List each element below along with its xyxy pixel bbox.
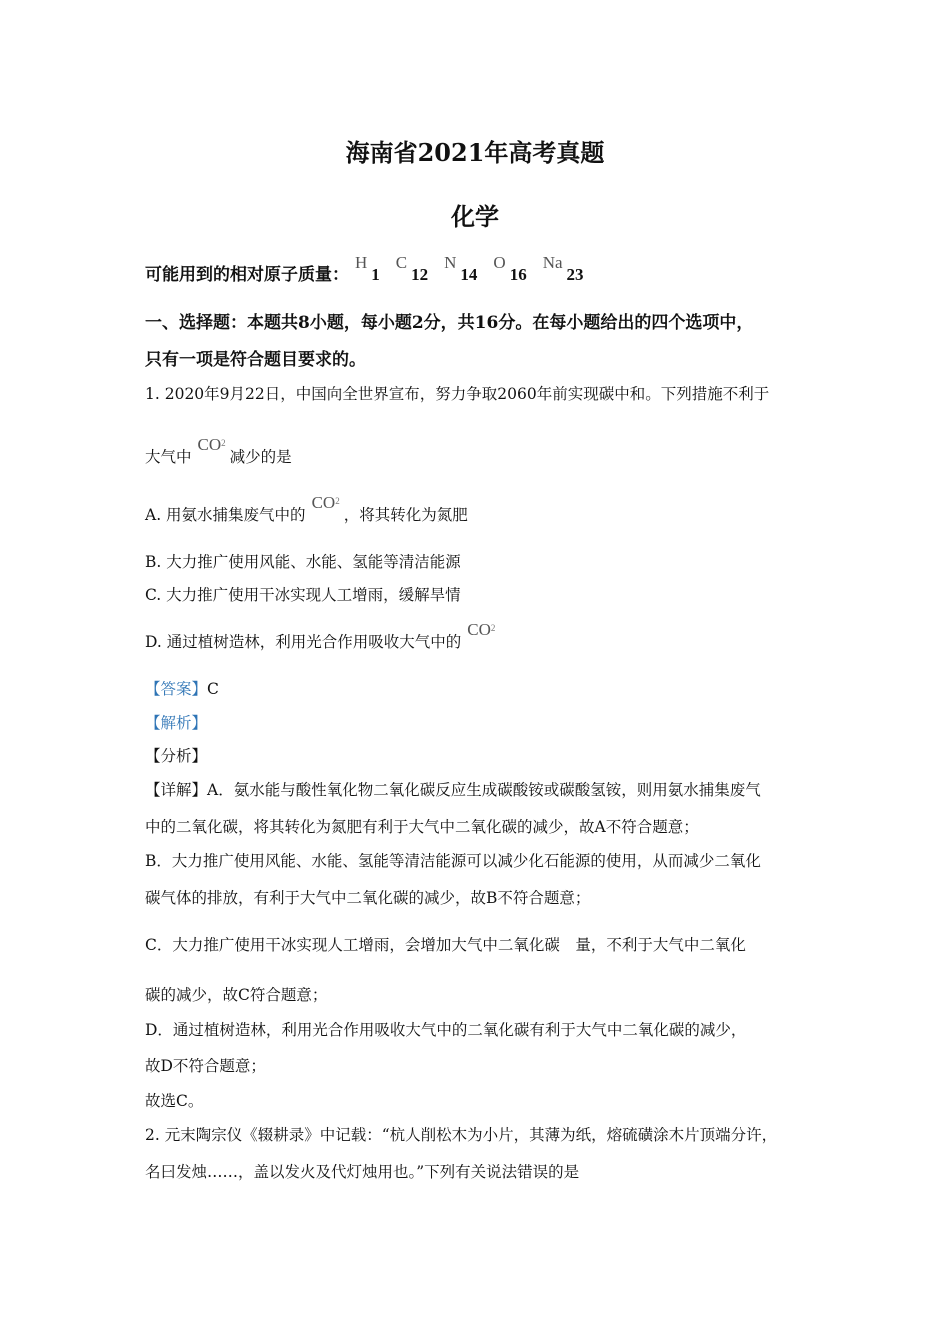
text: ，将其转化为氮肥 bbox=[343, 506, 468, 524]
co2 bbox=[467, 620, 495, 639]
detail-3: B．大力推广使用风能、水能、氢能等清洁能源可以减少化石能源的使用，从而减少二氧化 bbox=[145, 852, 761, 870]
atomic-mass: 23 bbox=[566, 265, 584, 284]
q1-option-a bbox=[145, 493, 468, 527]
atomic-masses bbox=[145, 253, 594, 285]
co: CO bbox=[197, 435, 222, 454]
co2 bbox=[312, 493, 340, 512]
atomic-mass: 14 bbox=[460, 265, 478, 284]
co2 bbox=[198, 435, 226, 454]
element-symbol: H bbox=[355, 253, 368, 272]
co: CO bbox=[467, 620, 491, 639]
q2-stem-1: 2. 元末陶宗仪《辍耕录》中记载：“杭人削松木为小片，其薄为纸，熔硫磺涂木片顶端分许， bbox=[145, 1126, 778, 1144]
text: 减少的是 bbox=[229, 448, 292, 466]
page-title: 海南省2021年高考真题 bbox=[345, 138, 605, 167]
detail-8: 故D不符合题意； bbox=[145, 1057, 266, 1075]
text: A．氨水能与酸性氧化物二氧化碳反应生成碳酸铵或碳酸氢铵，则用氨水捕集废气 bbox=[207, 781, 761, 799]
sub: 2 bbox=[221, 438, 226, 448]
section-heading-1: 一、选择题：本题共8小题，每小题2分，共16分。在每小题给出的四个选项中， bbox=[145, 313, 754, 333]
answer-value: C bbox=[207, 680, 219, 698]
answer-label: 【答案】 bbox=[145, 680, 208, 698]
jiexi-label: 【解析】 bbox=[145, 714, 208, 732]
element-symbol: O bbox=[493, 253, 506, 272]
fenxi-label: 【分析】 bbox=[145, 747, 208, 765]
detail-6: 碳的减少，故C符合题意； bbox=[145, 986, 328, 1004]
atomic-masses-label: 可能用到的相对原子质量： bbox=[145, 265, 349, 285]
text: A. 用氨水捕集废气中的 bbox=[145, 506, 306, 524]
atomic-mass: 12 bbox=[411, 265, 429, 284]
q1-stem-2 bbox=[145, 435, 292, 469]
atomic-mass: 16 bbox=[509, 265, 527, 284]
q2-stem-2: 名曰发烛……，盖以发火及代灯烛用也。”下列有关说法错误的是 bbox=[145, 1163, 580, 1181]
element-symbol: Na bbox=[542, 253, 563, 272]
subject-title: 化学 bbox=[451, 202, 499, 231]
co: CO bbox=[311, 493, 336, 512]
detail-7: D．通过植树造林，利用光合作用吸收大气中的二氧化碳有利于大气中二氧化碳的减少， bbox=[145, 1021, 747, 1039]
element-symbol: C bbox=[395, 253, 408, 272]
sub: 2 bbox=[490, 623, 496, 633]
q1-option-c: C. 大力推广使用干冰实现人工增雨，缓解旱情 bbox=[145, 586, 461, 604]
atomic-mass: 1 bbox=[371, 265, 380, 284]
section-heading-2: 只有一项是符合题目要求的。 bbox=[145, 350, 366, 370]
text: D. 通过植树造林，利用光合作用吸收大气中的 bbox=[145, 633, 462, 651]
answer bbox=[145, 679, 219, 699]
q1-option-d bbox=[145, 620, 499, 654]
detail-2: 中的二氧化碳，将其转化为氮肥有利于大气中二氧化碳的减少，故A不符合题意； bbox=[145, 818, 699, 836]
detail-1 bbox=[145, 780, 761, 800]
sub: 2 bbox=[335, 496, 340, 506]
detail-label: 【详解】 bbox=[145, 781, 208, 799]
element-symbol: N bbox=[444, 253, 457, 272]
detail-5: C．大力推广使用干冰实现人工增雨，会增加大气中二氧化碳 量，不利于大气中二氧化 bbox=[145, 936, 746, 954]
q1-option-b: B. 大力推广使用风能、水能、氢能等清洁能源 bbox=[145, 553, 461, 571]
text: 大气中 bbox=[145, 448, 192, 466]
q1-stem-1: 1. 2020年9月22日，中国向全世界宣布，努力争取2060年前实现碳中和。下列措施不利于 bbox=[145, 385, 770, 403]
detail-4: 碳气体的排放，有利于大气中二氧化碳的减少，故B不符合题意； bbox=[145, 889, 591, 907]
detail-9: 故选C。 bbox=[145, 1092, 204, 1110]
